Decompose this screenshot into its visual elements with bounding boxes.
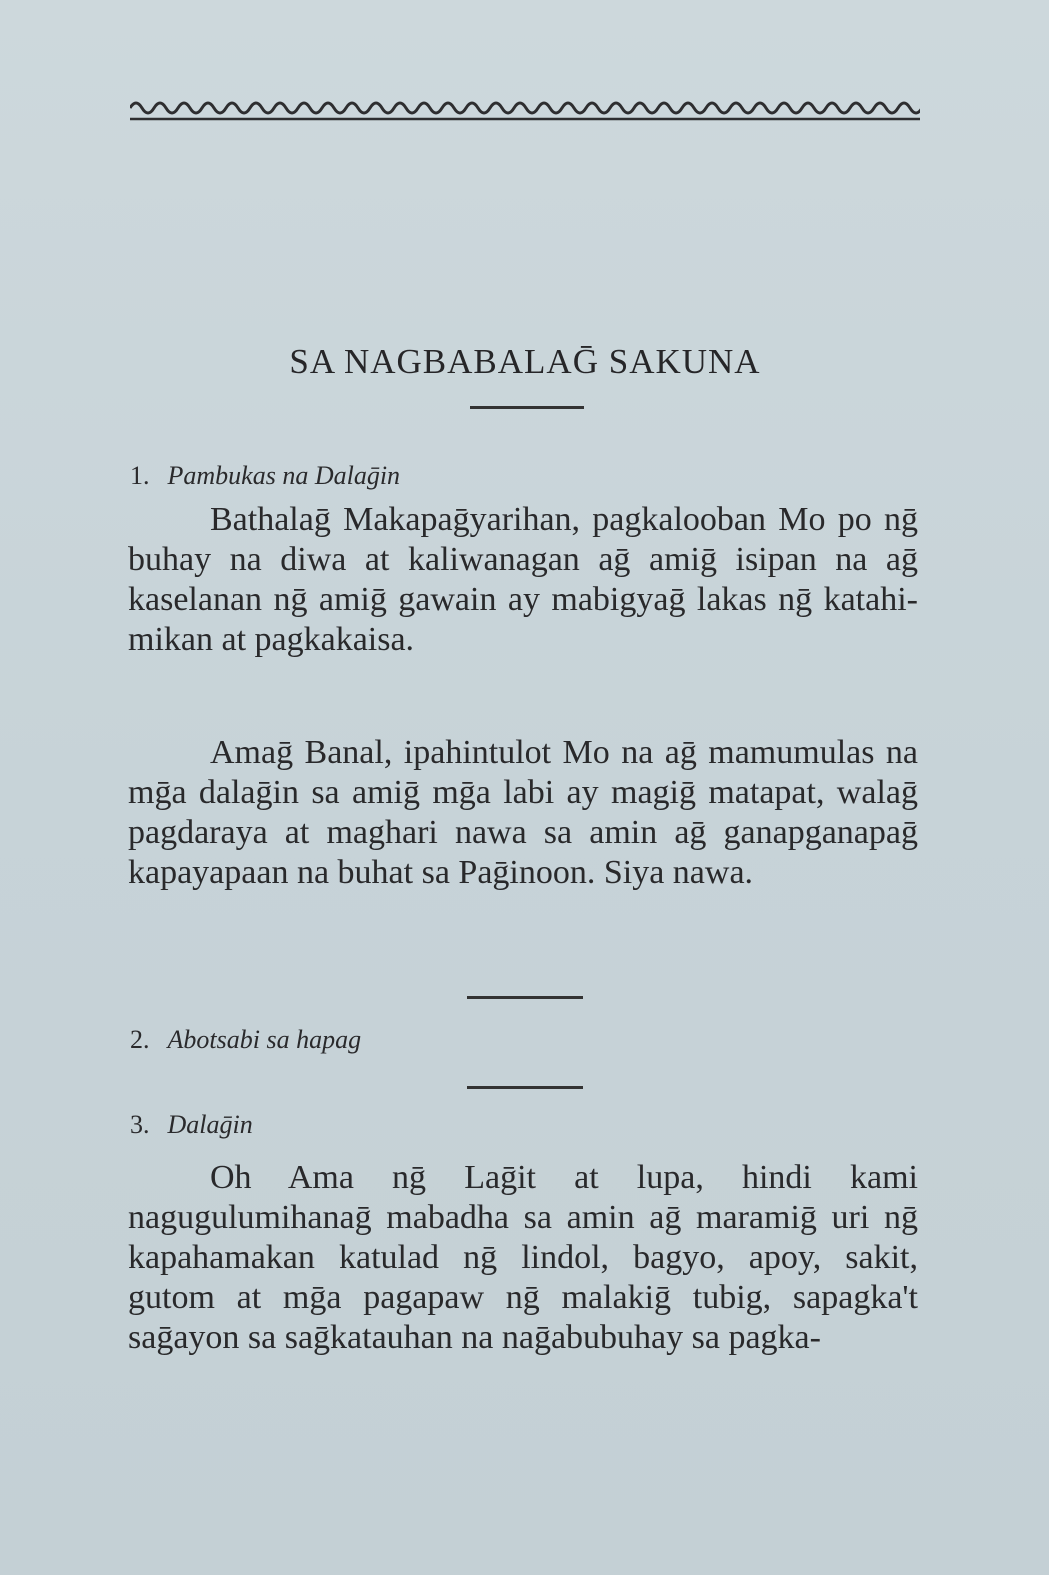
prayer-paragraph: Oh Ama nḡ Laḡit at lupa, hindi kami nagugulumihanaḡ mabadha sa amin aḡ maramiḡ uri nḡ kapahamakan katulad nḡ lindol, bagyo, apoy, sakit, gutom at mḡa pagapaw nḡ malakiḡ tubig, sapagka't saḡayon sa saḡkatauhan na naḡabubuhay sa pagka- <box>128 1159 918 1356</box>
section-title: Pambukas na Dalaḡin <box>167 461 401 490</box>
section-heading-1 <box>130 461 400 491</box>
section-heading-3 <box>130 1110 253 1140</box>
title-divider <box>470 406 584 409</box>
prayer-paragraph: Amaḡ Banal, ipahintulot Mo na aḡ mamumulas na mḡa dalaḡin sa amiḡ mḡa labi ay magiḡ matapat, walaḡ pagdaraya at maghari nawa sa amin aḡ ganapganapaḡ kapayapaan na buhat sa Paḡinoon. Siya nawa. <box>128 734 918 891</box>
section-title: Dalaḡin <box>167 1110 253 1139</box>
section-number: 2. <box>130 1025 150 1054</box>
section-divider <box>467 1086 583 1089</box>
section-number: 3. <box>130 1110 150 1139</box>
decorative-border-ornament <box>130 90 920 126</box>
section-heading-2 <box>130 1025 361 1055</box>
section-title: Abotsabi sa hapag <box>167 1025 362 1054</box>
section-divider <box>467 996 583 999</box>
section-number: 1. <box>130 461 150 490</box>
prayer-paragraph: Bathalaḡ Makapaḡyarihan, pagkalooban Mo po nḡ buhay na diwa at kaliwanagan aḡ amiḡ isipan na aḡ kaselanan nḡ amiḡ gawain ay mabigyaḡ lakas nḡ katahimikan at pagkakaisa. <box>128 501 918 658</box>
page-title: SA NAGBABALAḠ SAKUNA <box>289 342 761 381</box>
